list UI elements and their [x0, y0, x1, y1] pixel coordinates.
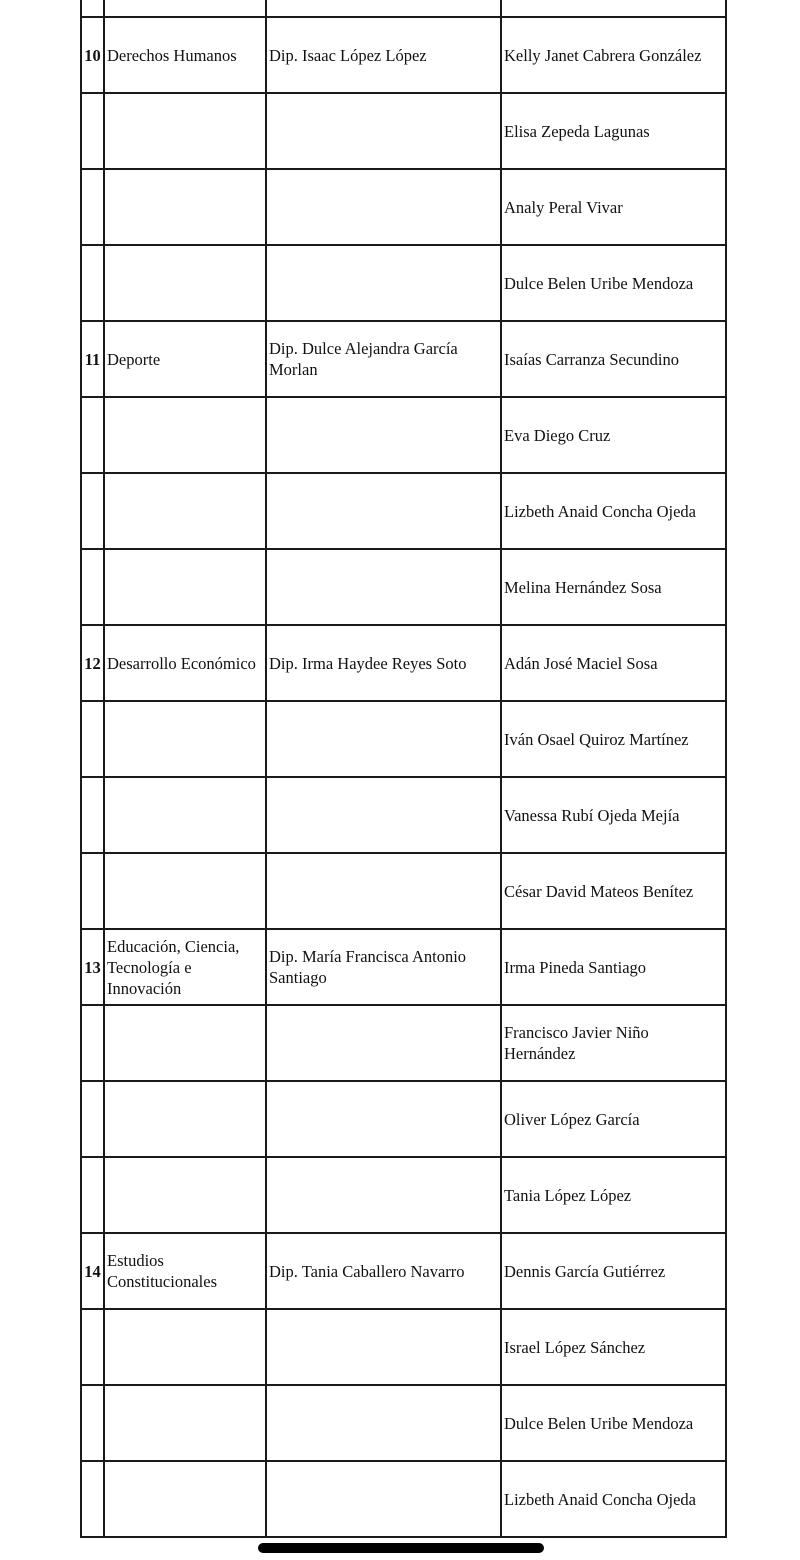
- row-number: 10: [81, 17, 104, 93]
- committee-name: [104, 1385, 266, 1461]
- table-row: [81, 1461, 726, 1537]
- committee-member: Irma Pineda Santiago: [501, 929, 726, 1005]
- committee-member: [501, 0, 726, 17]
- committee-member: Tania López López: [501, 1157, 726, 1233]
- committee-name: [104, 777, 266, 853]
- table-row: [81, 1385, 726, 1461]
- row-number: [81, 549, 104, 625]
- row-number: [81, 397, 104, 473]
- committee-name: [104, 1005, 266, 1081]
- committee-member: Israel López Sánchez: [501, 1309, 726, 1385]
- committee-name: [104, 549, 266, 625]
- committee-president: Dip. Irma Haydee Reyes Soto: [266, 625, 501, 701]
- committee-name: [104, 169, 266, 245]
- home-indicator[interactable]: [258, 1543, 544, 1553]
- committee-president: [266, 1461, 501, 1537]
- row-number: 12: [81, 625, 104, 701]
- table-row: [81, 701, 726, 777]
- committee-name: [104, 853, 266, 929]
- committee-name: Deporte: [104, 321, 266, 397]
- committee-president: [266, 1385, 501, 1461]
- committee-name: [104, 701, 266, 777]
- committee-member: Kelly Janet Cabrera González: [501, 17, 726, 93]
- committee-president: Dip. Isaac López López: [266, 17, 501, 93]
- row-number: [81, 93, 104, 169]
- committee-member: Lizbeth Anaid Concha Ojeda: [501, 1461, 726, 1537]
- committee-president: Dip. Dulce Alejandra García Morlan: [266, 321, 501, 397]
- table-row: [81, 397, 726, 473]
- row-number: [81, 701, 104, 777]
- committee-member: Francisco Javier Niño Hernández: [501, 1005, 726, 1081]
- row-number: [81, 169, 104, 245]
- committee-president: [266, 93, 501, 169]
- row-number: [81, 473, 104, 549]
- committee-member: Isaías Carranza Secundino: [501, 321, 726, 397]
- committee-member: Iván Osael Quiroz Martínez: [501, 701, 726, 777]
- committee-president: [266, 169, 501, 245]
- committee-name: [104, 397, 266, 473]
- table-row: [81, 1157, 726, 1233]
- table-row: [81, 853, 726, 929]
- committee-name: Estudios Constitucionales: [104, 1233, 266, 1309]
- row-number: [81, 1385, 104, 1461]
- table-row: [81, 473, 726, 549]
- committee-name: [104, 1461, 266, 1537]
- committee-name: [104, 1081, 266, 1157]
- committee-president: [266, 473, 501, 549]
- table-row: [81, 17, 726, 93]
- committee-member: Dennis García Gutiérrez: [501, 1233, 726, 1309]
- committee-name: Desarrollo Económico: [104, 625, 266, 701]
- row-number: [81, 0, 104, 17]
- table-row: [81, 0, 726, 17]
- committee-president: [266, 1157, 501, 1233]
- table-row: [81, 1081, 726, 1157]
- committee-member: Oliver López García: [501, 1081, 726, 1157]
- table-row: [81, 929, 726, 1005]
- committee-table: [80, 0, 727, 1538]
- table-row: [81, 169, 726, 245]
- table-row: [81, 93, 726, 169]
- table-row: [81, 625, 726, 701]
- committee-president: [266, 397, 501, 473]
- committee-name: [104, 473, 266, 549]
- row-number: [81, 1461, 104, 1537]
- committee-president: Dip. María Francisca Antonio Santiago: [266, 929, 501, 1005]
- committee-president: [266, 1309, 501, 1385]
- committee-president: [266, 0, 501, 17]
- committee-president: [266, 1081, 501, 1157]
- committee-name: [104, 93, 266, 169]
- committee-member: Dulce Belen Uribe Mendoza: [501, 245, 726, 321]
- row-number: [81, 777, 104, 853]
- committee-name: [104, 1157, 266, 1233]
- table-row: [81, 777, 726, 853]
- committee-president: [266, 853, 501, 929]
- table-row: [81, 245, 726, 321]
- committee-member: Dulce Belen Uribe Mendoza: [501, 1385, 726, 1461]
- committee-president: [266, 1005, 501, 1081]
- committee-member: Lizbeth Anaid Concha Ojeda: [501, 473, 726, 549]
- committee-president: [266, 777, 501, 853]
- committee-name: Derechos Humanos: [104, 17, 266, 93]
- table-row: [81, 549, 726, 625]
- committee-member: Melina Hernández Sosa: [501, 549, 726, 625]
- table-row: [81, 1005, 726, 1081]
- committee-president: [266, 245, 501, 321]
- committee-member: Analy Peral Vivar: [501, 169, 726, 245]
- committee-member: Adán José Maciel Sosa: [501, 625, 726, 701]
- row-number: [81, 1309, 104, 1385]
- committee-name: Educación, Ciencia, Tecnología e Innovación: [104, 929, 266, 1005]
- row-number: 13: [81, 929, 104, 1005]
- row-number: [81, 1005, 104, 1081]
- committee-president: [266, 549, 501, 625]
- row-number: [81, 1157, 104, 1233]
- table-row: [81, 1309, 726, 1385]
- table-row: [81, 321, 726, 397]
- committee-name: [104, 0, 266, 17]
- committee-member: Eva Diego Cruz: [501, 397, 726, 473]
- committee-name: [104, 245, 266, 321]
- committee-member: César David Mateos Benítez: [501, 853, 726, 929]
- committee-name: [104, 1309, 266, 1385]
- committee-president: [266, 701, 501, 777]
- committee-table-body: [81, 0, 726, 1537]
- row-number: 14: [81, 1233, 104, 1309]
- row-number: [81, 245, 104, 321]
- committee-member: Vanessa Rubí Ojeda Mejía: [501, 777, 726, 853]
- row-number: 11: [81, 321, 104, 397]
- committee-president: Dip. Tania Caballero Navarro: [266, 1233, 501, 1309]
- table-row: [81, 1233, 726, 1309]
- row-number: [81, 1081, 104, 1157]
- row-number: [81, 853, 104, 929]
- committee-member: Elisa Zepeda Lagunas: [501, 93, 726, 169]
